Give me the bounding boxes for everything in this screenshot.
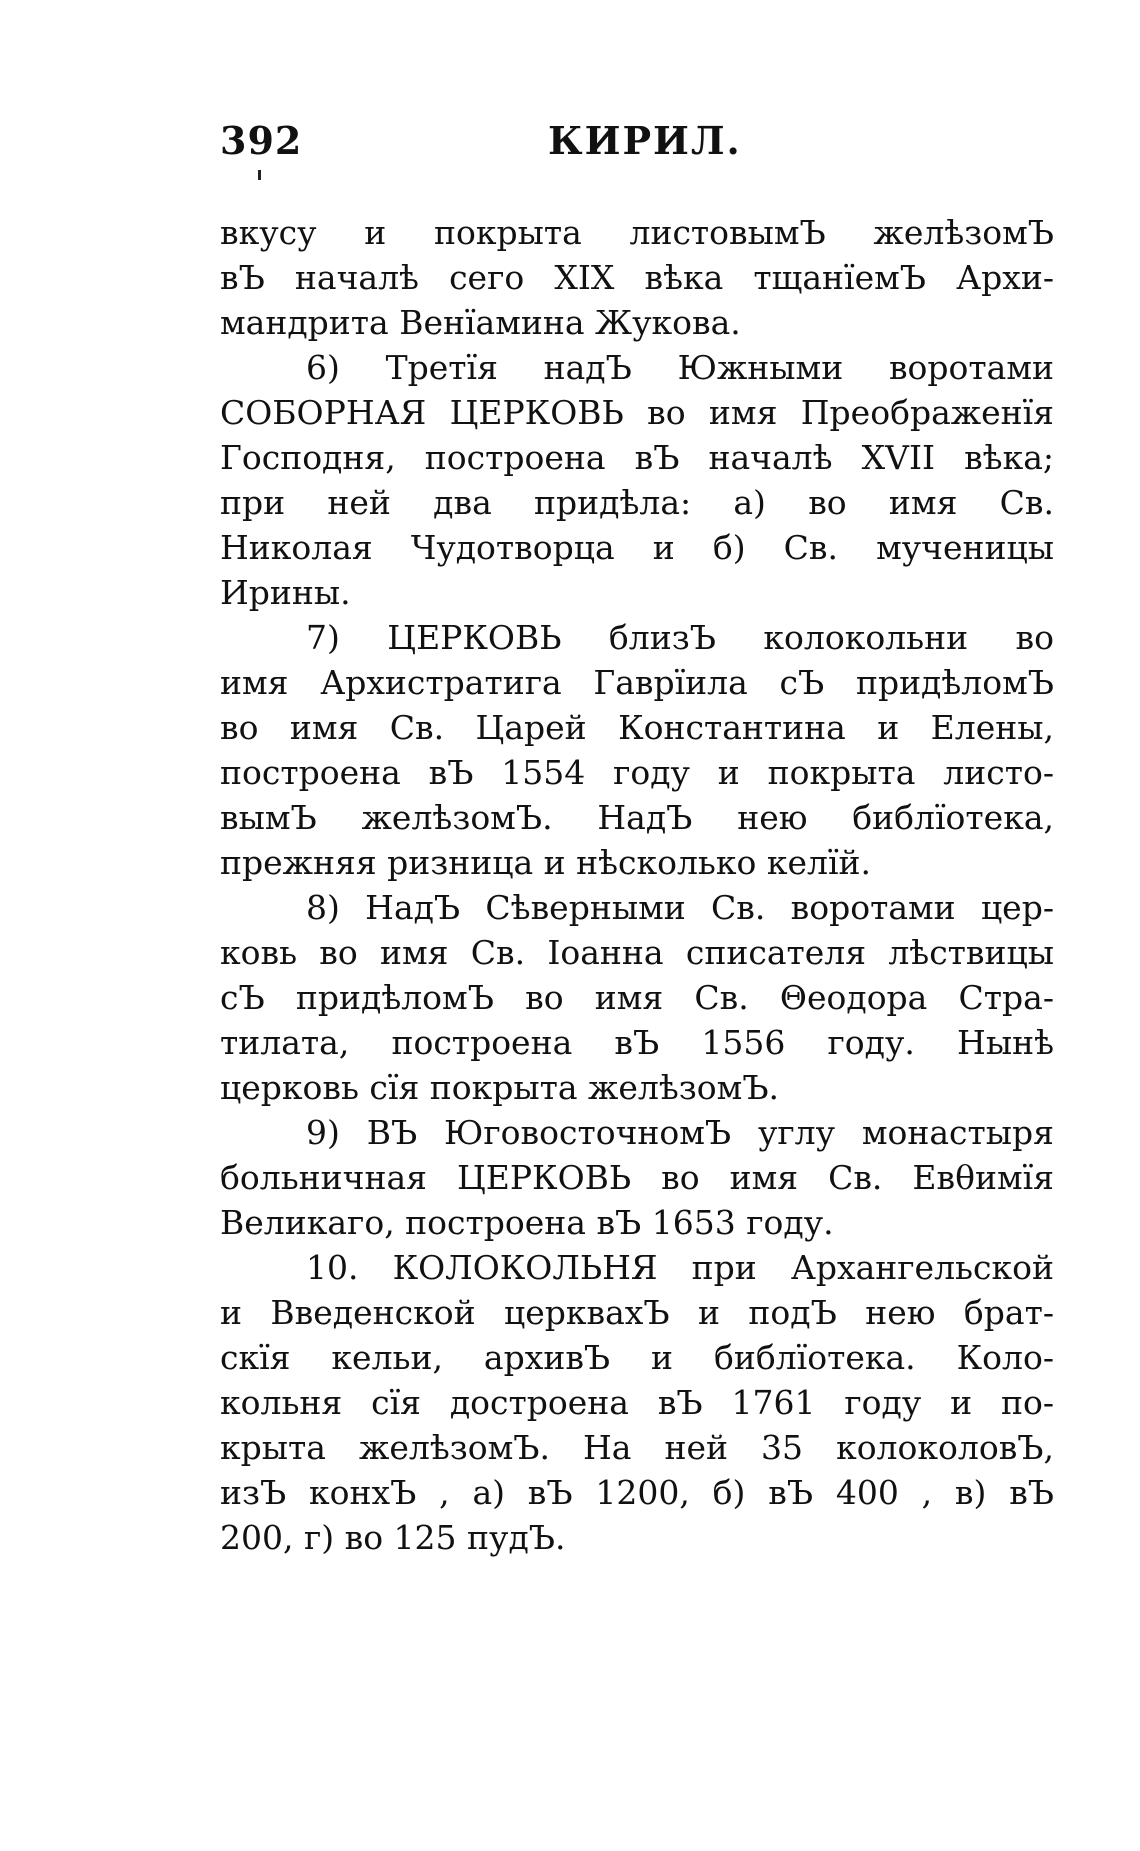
page-number: 392 [220, 118, 303, 163]
text-line: мандрита Венїамина Жукова. [220, 303, 741, 342]
text-line: Николая Чудотворца и б) Св. мученицы [220, 528, 1054, 567]
text-line: скїя кельи, архивЪ и библїотека. Коло- [220, 1338, 1054, 1377]
page-header [220, 118, 1040, 178]
text-line: во имя Св. Царей Константина и Елены, [220, 708, 1054, 747]
running-head: КИРИЛ. [548, 118, 742, 163]
text-line: Великаго, построена вЪ 1653 году. [220, 1203, 834, 1242]
text-line: 200, г) во 125 пудЪ. [220, 1518, 566, 1557]
text-line: СОБОРНАЯ ЦЕРКОВЬ во имя Преображенїя [220, 393, 1054, 432]
text-line: 7) ЦЕРКОВЬ близЪ колокольни во [306, 618, 1054, 657]
text-line: имя Архистратига Гаврїила сЪ придѣломЪ [220, 663, 1054, 702]
text-line: вкусу и покрыта листовымЪ желѣзомЪ [220, 213, 1054, 252]
text-line: построена вЪ 1554 году и покрыта листо- [220, 753, 1054, 792]
text-line: ковь во имя Св. Іоанна списателя лѣствицы [220, 933, 1054, 972]
text-line: Ирины. [220, 573, 351, 612]
print-speck [258, 170, 261, 180]
text-line: при ней два придѣла: а) во имя Св. [220, 483, 1054, 522]
text-line: и Введенской церквахЪ и подЪ нею брат- [220, 1293, 1054, 1332]
text-line: 6) Третїя надЪ Южными воротами [306, 348, 1054, 387]
text-line: церковь сїя покрыта желѣзомЪ. [220, 1068, 780, 1107]
body-text [220, 210, 1054, 1560]
text-line: сЪ придѣломЪ во имя Св. Θеодора Стра- [220, 978, 1054, 1017]
text-line: 8) НадЪ Сѣверными Св. воротами цер- [306, 888, 1054, 927]
text-line: изЪ конхЪ , а) вЪ 1200, б) вЪ 400 , в) вЪ [220, 1473, 1054, 1512]
text-line: 9) ВЪ ЮговосточномЪ углу монастыря [306, 1113, 1054, 1152]
text-line: прежняя ризница и нѣсколько келїй. [220, 843, 872, 882]
text-line: Господня, построена вЪ началѣ XVII вѣка; [220, 438, 1054, 477]
text-line: вымЪ желѣзомЪ. НадЪ нею библїотека, [220, 798, 1054, 837]
text-line: вЪ началѣ сего XIX вѣка тщанїемЪ Архи- [220, 258, 1054, 297]
text-line: кольня сїя достроена вЪ 1761 году и по- [220, 1383, 1054, 1422]
text-line: тилата, построена вЪ 1556 году. Нынѣ [220, 1023, 1054, 1062]
text-line: 10. КОЛОКОЛЬНЯ при Архангельской [306, 1248, 1054, 1287]
text-line: больничная ЦЕРКОВЬ во имя Св. Евθимїя [220, 1158, 1054, 1197]
text-line: крыта желѣзомЪ. На ней 35 колоколовЪ, [220, 1428, 1054, 1467]
